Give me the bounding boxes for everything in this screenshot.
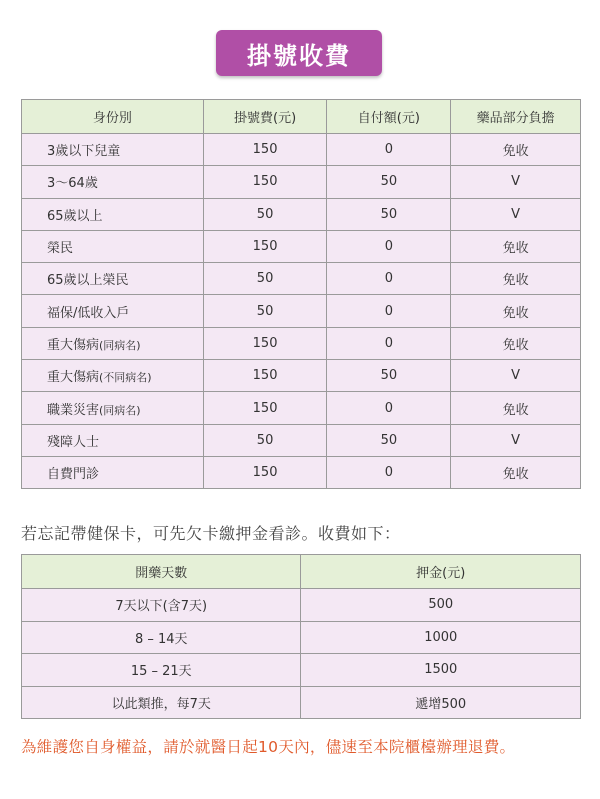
identity-cell [22, 327, 204, 359]
copayment-cell: 0 [327, 327, 451, 359]
registration-fee-cell: 150 [203, 360, 327, 392]
days-cell: 以此類推，每7天 [22, 686, 301, 719]
identity-label: 榮民 [47, 241, 74, 257]
identity-cell [22, 295, 204, 327]
drug-share-cell: V [451, 198, 581, 230]
drug-share-cell: 免收 [451, 392, 581, 424]
copayment-cell: 50 [327, 166, 451, 198]
identity-cell [22, 134, 204, 166]
table-row [22, 198, 581, 230]
identity-cell [22, 166, 204, 198]
table-row [22, 654, 581, 687]
table-row [22, 166, 581, 198]
copayment-cell: 0 [327, 392, 451, 424]
deposit-note: 若忘記帶健保卡，可先欠卡繳押金看診。收費如下： [21, 524, 401, 543]
drug-share-cell: 免收 [451, 327, 581, 359]
table-row [22, 392, 581, 424]
fee-table [21, 99, 581, 489]
page-title: 掛號收費 [216, 30, 382, 76]
copayment-cell: 0 [327, 295, 451, 327]
registration-fee-cell: 50 [203, 263, 327, 295]
registration-fee-cell: 150 [203, 166, 327, 198]
table-row [22, 230, 581, 262]
deposit-table-header [22, 555, 581, 589]
drug-share-cell: 免收 [451, 456, 581, 488]
header-registration-fee: 掛號費(元) [203, 100, 327, 134]
registration-fee-cell: 50 [203, 424, 327, 456]
table-row [22, 589, 581, 622]
header-days: 開藥天數 [22, 555, 301, 589]
deposit-cell: 遞增500 [301, 686, 581, 719]
deposit-cell: 500 [301, 589, 581, 622]
registration-fee-cell: 150 [203, 392, 327, 424]
identity-cell [22, 198, 204, 230]
registration-fee-cell: 50 [203, 295, 327, 327]
registration-fee-cell: 150 [203, 327, 327, 359]
drug-share-cell: V [451, 424, 581, 456]
registration-fee-cell: 150 [203, 134, 327, 166]
copayment-cell: 0 [327, 456, 451, 488]
table-row [22, 134, 581, 166]
drug-share-cell: 免收 [451, 134, 581, 166]
registration-fee-cell: 150 [203, 456, 327, 488]
drug-share-cell: V [451, 360, 581, 392]
table-row [22, 263, 581, 295]
drug-share-cell: 免收 [451, 295, 581, 327]
refund-notice: 為維護您自身權益，請於就醫日起10天內，儘速至本院櫃檯辦理退費。 [21, 738, 516, 756]
drug-share-cell: 免收 [451, 230, 581, 262]
identity-label: 3～64歲 [47, 176, 98, 192]
copayment-cell: 0 [327, 263, 451, 295]
registration-fee-cell: 150 [203, 230, 327, 262]
registration-fee-cell: 50 [203, 198, 327, 230]
copayment-cell: 0 [327, 134, 451, 166]
identity-note: (同病名) [99, 338, 141, 352]
days-cell: 15 – 21天 [22, 654, 301, 687]
identity-label: 重大傷病 [47, 337, 100, 353]
deposit-cell: 1500 [301, 654, 581, 687]
identity-note: (不同病名) [99, 371, 152, 385]
days-cell: 8 – 14天 [22, 621, 301, 654]
copayment-cell: 50 [327, 198, 451, 230]
copayment-cell: 50 [327, 360, 451, 392]
identity-note: (同病名) [99, 403, 141, 417]
identity-label: 3歲以下兒童 [47, 144, 121, 160]
copayment-cell: 50 [327, 424, 451, 456]
identity-label: 重大傷病 [47, 370, 100, 386]
identity-cell [22, 424, 204, 456]
header-deposit: 押金(元) [301, 555, 581, 589]
table-row [22, 295, 581, 327]
drug-share-cell: 免收 [451, 263, 581, 295]
deposit-cell: 1000 [301, 621, 581, 654]
identity-label: 自費門診 [47, 467, 100, 483]
identity-cell [22, 392, 204, 424]
identity-cell [22, 263, 204, 295]
table-row [22, 456, 581, 488]
header-identity: 身份別 [22, 100, 204, 134]
table-row [22, 686, 581, 719]
copayment-cell: 0 [327, 230, 451, 262]
drug-share-cell: V [451, 166, 581, 198]
header-drug-share: 藥品部分負擔 [451, 100, 581, 134]
identity-cell [22, 360, 204, 392]
identity-cell [22, 230, 204, 262]
identity-label: 65歲以上榮民 [47, 273, 129, 289]
identity-label: 職業災害 [47, 402, 100, 418]
deposit-table [21, 554, 581, 719]
identity-cell [22, 456, 204, 488]
identity-label: 福保/低收入戶 [47, 305, 130, 321]
identity-label: 65歲以上 [47, 208, 103, 224]
days-cell: 7天以下(含7天) [22, 589, 301, 622]
table-row [22, 360, 581, 392]
header-copayment: 自付額(元) [327, 100, 451, 134]
table-row [22, 327, 581, 359]
table-row [22, 621, 581, 654]
identity-label: 殘障人士 [47, 434, 100, 450]
table-row [22, 424, 581, 456]
fee-table-header [22, 100, 581, 134]
